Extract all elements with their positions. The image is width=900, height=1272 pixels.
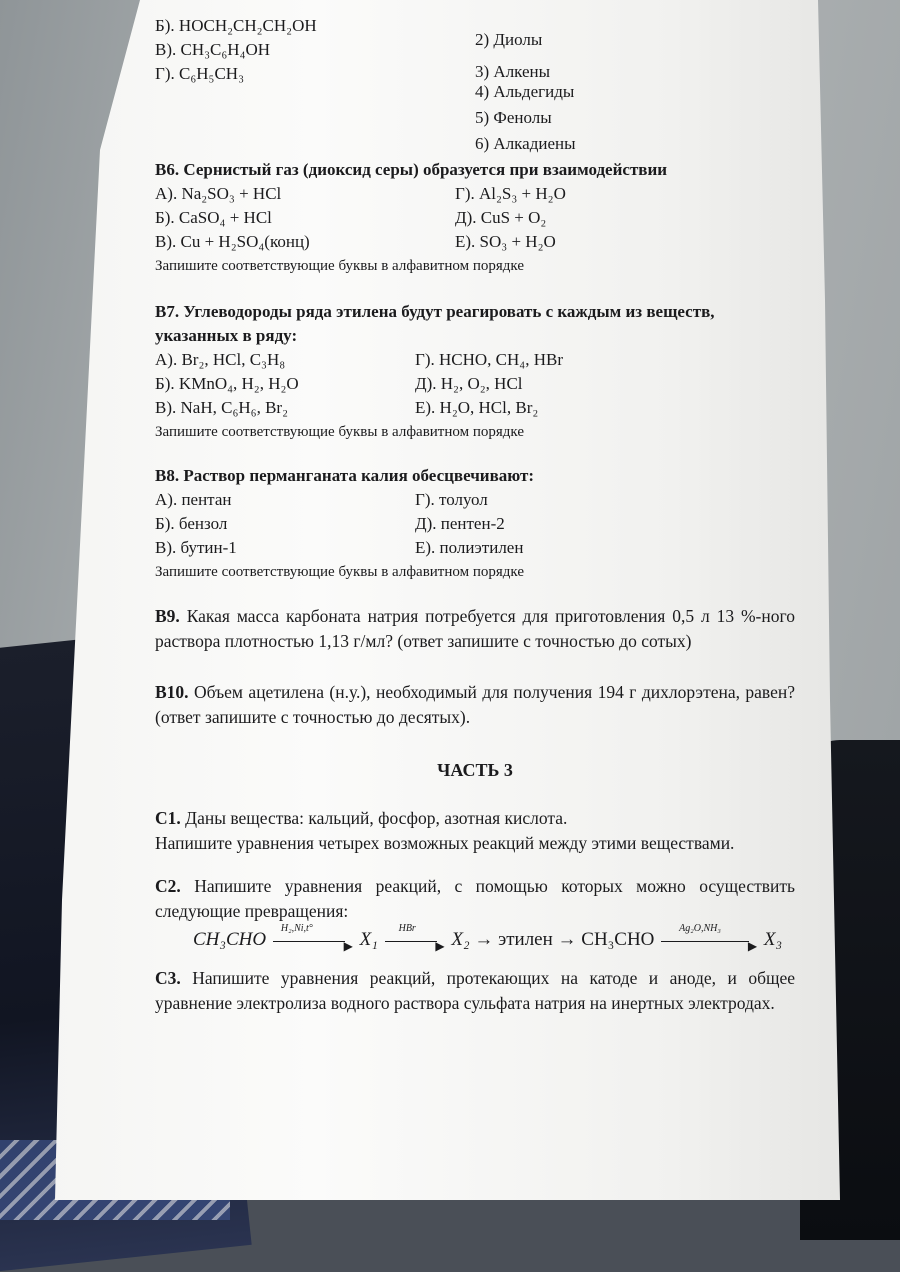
- question-text: Какая масса карбоната натрия потребуется для приготовления 0,5 л 13 %-ного раствора плотностью 1,13 г/мл? (ответ запишите с точностью до сотых): [155, 606, 795, 651]
- answer-option: Д). H₂, O₂, HCl: [415, 374, 523, 393]
- question-label: В9.: [155, 606, 180, 626]
- answer-option: Б). CaSO₄ + HCl: [155, 208, 272, 227]
- question-c1: [155, 806, 795, 856]
- question-b8: [155, 464, 795, 584]
- question-continuation: [155, 14, 795, 158]
- question-text: Напишите уравнения реакций, протекающих на катоде и аноде, и общее уравнение электролиза водного раствора сульфата натрия на инертных электродах.: [155, 968, 795, 1013]
- answer-option: А). Na₂SO₃ + HCl: [155, 184, 282, 203]
- question-c3: [155, 966, 795, 1016]
- answer-option: В). бутин-1: [155, 538, 237, 557]
- question-text: Даны вещества: кальций, фосфор, азотная кислота.: [185, 808, 568, 828]
- part-title: ЧАСТЬ 3: [437, 760, 513, 780]
- answer-option: Д). пентен-2: [415, 514, 505, 533]
- option-g: Г). C₆H₅CH₃: [155, 64, 245, 83]
- reaction-arrow: [273, 922, 353, 953]
- instruction-note: Запишите соответствующие буквы в алфавитном порядке: [155, 564, 524, 580]
- question-title: В7. Углеводороды ряда этилена будут реагировать с каждым из веществ,: [155, 302, 715, 321]
- class-option: 3) Алкены: [475, 62, 551, 81]
- question-label: В10.: [155, 682, 189, 702]
- arrow-condition: Ag₂O,NH₃: [679, 922, 721, 934]
- answer-option: А). Br₂, HCl, C₃H₈: [155, 350, 286, 369]
- arrow-head-icon: ▶: [343, 938, 353, 953]
- answer-option: Б). бензол: [155, 514, 228, 533]
- class-option: 2) Диолы: [475, 30, 543, 49]
- answer-option: Д). CuS + O₂: [455, 208, 547, 227]
- reaction-chain: [155, 922, 795, 964]
- question-text: Объем ацетилена (н.у.), необходимый для получения 194 г дихлорэтена, равен? (ответ запишите с точностью до десятых).: [155, 682, 795, 727]
- chain-middle: → этилен → CH₃CHO: [474, 929, 655, 950]
- question-text: Напишите уравнения реакций, с помощью которых можно осуществить следующие превращения:: [155, 876, 796, 921]
- chain-x2: X₂: [451, 929, 470, 950]
- class-option: 5) Фенолы: [475, 108, 552, 127]
- answer-option: В). Cu + H₂SO₄(конц): [155, 232, 310, 251]
- test-page: [155, 14, 795, 1016]
- question-label: С3.: [155, 968, 181, 988]
- question-b7: [155, 300, 795, 444]
- chain-x3: X₃: [763, 929, 783, 950]
- answer-option: Г). толуол: [415, 490, 488, 509]
- reaction-arrow: [661, 922, 758, 953]
- class-option: 4) Альдегиды: [475, 82, 575, 101]
- instruction-note: Запишите соответствующие буквы в алфавитном порядке: [155, 424, 524, 440]
- arrow-head-icon: ▶: [747, 938, 758, 953]
- answer-option: Е). SO₃ + H₂O: [455, 232, 556, 251]
- answer-option: Е). H₂O, HCl, Br₂: [415, 398, 539, 417]
- arrow-condition: H₂,Ni,t°: [280, 922, 313, 934]
- question-label: С1.: [155, 808, 181, 828]
- question-b9: [155, 604, 795, 654]
- arrow-head-icon: ▶: [435, 938, 445, 953]
- chain-start: CH₃CHO: [193, 929, 267, 950]
- option-b: Б). HOCH₂CH₂CH₂OH: [155, 16, 317, 35]
- question-title: В8. Раствор перманганата калия обесцвечивают:: [155, 466, 535, 485]
- answer-option: В). NaH, C₆H₆, Br₂: [155, 398, 288, 417]
- question-b10: [155, 680, 795, 730]
- class-option: 6) Алкадиены: [475, 134, 576, 153]
- instruction-note: Запишите соответствующие буквы в алфавитном порядке: [155, 258, 524, 274]
- reaction-arrow: [385, 922, 445, 953]
- question-b6: [155, 158, 795, 278]
- chain-x1: X₁: [359, 929, 378, 950]
- answer-option: А). пентан: [155, 490, 232, 509]
- option-v: В). CH₃C₆H₄OH: [155, 40, 271, 59]
- question-label: С2.: [155, 876, 181, 896]
- answer-option: Г). Al₂S₃ + H₂O: [455, 184, 566, 203]
- question-title: В6. Сернистый газ (диоксид серы) образуется при взаимодействии: [155, 160, 668, 179]
- question-title-cont: указанных в ряду:: [155, 326, 298, 345]
- arrow-condition: HBr: [398, 922, 416, 934]
- answer-option: Б). KMnO₄, H₂, H₂O: [155, 374, 299, 393]
- question-text-cont: Напишите уравнения четырех возможных реакций между этими веществами.: [155, 833, 735, 853]
- answer-option: Г). HCHO, CH₄, HBr: [415, 350, 563, 369]
- answer-option: Е). полиэтилен: [415, 538, 524, 557]
